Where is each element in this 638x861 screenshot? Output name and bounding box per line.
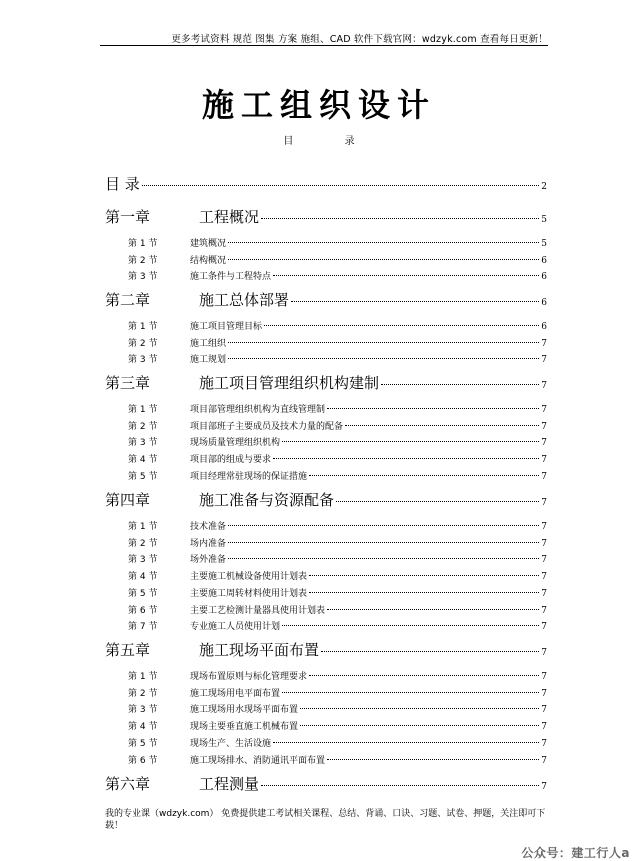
section-number: 第 1 节: [128, 239, 158, 249]
toc-section-entry[interactable]: [128, 569, 547, 582]
chapter-number: 第六章: [105, 775, 151, 793]
section-title: 施工现场用电平面布置: [190, 688, 281, 699]
dot-leader: [300, 725, 539, 726]
section-title: 场外准备: [190, 555, 227, 566]
page-number: 7: [541, 722, 547, 733]
watermark: 公众号：建工行人a: [521, 846, 630, 860]
dot-leader: [345, 425, 539, 426]
toc-section-entry[interactable]: [128, 753, 547, 766]
section-number: 第 3 节: [128, 355, 158, 366]
section-number: 第 6 节: [128, 605, 158, 616]
section-number: 第 3 节: [128, 555, 158, 566]
page-number: 6: [541, 298, 547, 308]
toc-chapter-entry[interactable]: [105, 206, 547, 227]
dot-leader: [327, 759, 539, 760]
toc-section-entry[interactable]: [128, 402, 547, 415]
dot-leader: [142, 185, 539, 186]
toc-chapter-entry[interactable]: [105, 489, 547, 510]
dot-leader: [321, 651, 539, 652]
toc-section-entry[interactable]: [128, 702, 547, 715]
dot-leader: [261, 218, 539, 219]
dot-leader: [228, 242, 539, 243]
toc-entry-label: 目 录: [105, 175, 140, 193]
page-number: 7: [541, 338, 547, 349]
chapter-title: 施工总体部署: [199, 291, 290, 309]
section-title: 专业施工人员使用计划: [190, 622, 281, 633]
toc-section-entry[interactable]: [128, 536, 547, 549]
dot-leader: [273, 742, 539, 743]
section-number: 第 2 节: [128, 421, 158, 432]
dot-leader: [336, 501, 539, 502]
section-title: 项目部班子主要成员及技术力量的配备: [190, 421, 344, 432]
section-number: 第 5 节: [128, 588, 158, 599]
dot-leader: [291, 301, 539, 302]
section-title: 施工现场用水现场平面布置: [190, 705, 299, 716]
chapter-title: 施工现场平面布置: [199, 641, 320, 659]
toc-entry-contents[interactable]: [105, 173, 547, 194]
toc-section-entry[interactable]: [128, 519, 547, 532]
page-number: 7: [541, 498, 547, 508]
toc-heading: 目 录: [283, 136, 379, 147]
dot-leader: [228, 342, 539, 343]
dot-leader: [228, 542, 539, 543]
section-number: 第 6 节: [128, 755, 158, 766]
toc-section-entry[interactable]: [128, 253, 547, 266]
page-number: 7: [541, 355, 547, 366]
dot-leader: [327, 408, 539, 409]
toc-chapter-entry[interactable]: [105, 773, 547, 794]
dot-leader: [282, 625, 539, 626]
toc-section-entry[interactable]: [128, 603, 547, 616]
chapter-title: 施工准备与资源配备: [199, 491, 335, 509]
dot-leader: [228, 259, 539, 260]
section-title: 技术准备: [190, 522, 227, 532]
chapter-number: 第三章: [105, 374, 151, 392]
dot-leader: [282, 692, 539, 693]
dot-leader: [327, 609, 539, 610]
page-number: 7: [541, 755, 547, 766]
page-number: 7: [541, 738, 547, 749]
toc-section-entry[interactable]: [128, 435, 547, 448]
page-number: 6: [541, 272, 547, 283]
page-number: 7: [541, 622, 547, 633]
section-title: 施工条件与工程特点: [190, 272, 272, 283]
page-number: 7: [541, 405, 547, 415]
page-number: 7: [541, 381, 547, 391]
page-number: 7: [541, 455, 547, 466]
page-number: 7: [541, 522, 547, 532]
page-number: 5: [541, 215, 547, 225]
dot-leader: [309, 475, 539, 476]
section-number: 第 3 节: [128, 272, 158, 283]
chapter-number: 第五章: [105, 641, 151, 659]
dot-leader: [309, 575, 539, 576]
section-title: 项目部管理组织机构为直线管理制: [190, 405, 326, 415]
section-number: 第 5 节: [128, 738, 158, 749]
toc-section-entry[interactable]: [128, 736, 547, 749]
section-number: 第 2 节: [128, 338, 158, 349]
toc-section-entry[interactable]: [128, 269, 547, 282]
dot-leader: [300, 708, 539, 709]
section-number: 第 1 节: [128, 405, 158, 415]
dot-leader: [282, 441, 539, 442]
page-number: 7: [541, 538, 547, 549]
page-number: 7: [541, 572, 547, 583]
toc-section-entry[interactable]: [128, 619, 547, 632]
section-title: 施工现场排水、消防通讯平面布置: [190, 755, 326, 766]
dot-leader: [273, 458, 539, 459]
page-number: 7: [541, 688, 547, 699]
section-title: 主要工艺检测计量器具使用计划表: [190, 605, 326, 616]
toc-chapter-entry[interactable]: [105, 639, 547, 660]
section-title: 主要施工机械设备使用计划表: [190, 572, 308, 583]
toc-chapter-entry[interactable]: [105, 289, 547, 310]
section-number: 第 1 节: [128, 522, 158, 532]
dot-leader: [228, 358, 539, 359]
section-number: 第 4 节: [128, 455, 158, 466]
section-number: 第 2 节: [128, 688, 158, 699]
page-number: 5: [541, 239, 547, 249]
toc-section-entry[interactable]: [128, 686, 547, 699]
section-title: 现场质量管理组织机构: [190, 438, 281, 449]
toc-section-entry[interactable]: [128, 419, 547, 432]
dot-leader: [381, 384, 539, 385]
section-title: 建筑概况: [190, 239, 227, 249]
page-number: 6: [541, 255, 547, 266]
page-number: 7: [541, 588, 547, 599]
section-title: 现场布置原则与标化管理要求: [190, 672, 308, 682]
section-title: 施工规划: [190, 355, 227, 366]
document-title: 施工组织设计: [201, 86, 436, 124]
dot-leader: [309, 592, 539, 593]
section-title: 现场主要垂直施工机械布置: [190, 722, 299, 733]
page-number: 7: [541, 605, 547, 616]
section-number: 第 3 节: [128, 705, 158, 716]
chapter-number: 第二章: [105, 291, 151, 309]
toc-section-entry[interactable]: [128, 352, 547, 365]
chapter-title: 工程概况: [199, 208, 260, 226]
section-title: 施工项目管理目标: [190, 322, 263, 332]
chapter-title: 工程测量: [199, 775, 260, 793]
page-number: 7: [541, 555, 547, 566]
section-number: 第 1 节: [128, 322, 158, 332]
header-text: 更多考试资料 规范 图集 方案 施组、CAD 软件下载官网：wdzyk.com 查看每日更新！: [171, 34, 548, 45]
toc-chapter-entry[interactable]: [105, 372, 547, 393]
dot-leader: [261, 785, 539, 786]
section-title: 项目部的组成与要求: [190, 455, 272, 466]
header-rule: [100, 45, 548, 46]
section-title: 主要施工周转材料使用计划表: [190, 588, 308, 599]
dot-leader: [228, 525, 539, 526]
section-number: 第 4 节: [128, 722, 158, 733]
chapter-number: 第四章: [105, 491, 151, 509]
page-number: 2: [541, 182, 547, 192]
toc-section-entry[interactable]: [128, 319, 547, 332]
section-number: 第 4 节: [128, 572, 158, 583]
toc-section-entry[interactable]: [128, 552, 547, 565]
section-number: 第 1 节: [128, 672, 158, 682]
toc-section-entry[interactable]: [128, 719, 547, 732]
toc-section-entry[interactable]: [128, 236, 547, 249]
section-number: 第 5 节: [128, 471, 158, 482]
section-title: 结构概况: [190, 255, 227, 266]
section-title: 场内准备: [190, 538, 227, 549]
dot-leader: [264, 325, 539, 326]
toc-section-entry[interactable]: [128, 469, 547, 482]
chapter-title: 施工项目管理组织机构建制: [199, 374, 380, 392]
page-number: 7: [541, 421, 547, 432]
toc-section-entry[interactable]: [128, 586, 547, 599]
section-title: 项目经理常驻现场的保证措施: [190, 471, 308, 482]
section-number: 第 3 节: [128, 438, 158, 449]
chapter-number: 第一章: [105, 208, 151, 226]
section-number: 第 2 节: [128, 255, 158, 266]
section-title: 施工组织: [190, 338, 227, 349]
page-number: 7: [541, 471, 547, 482]
section-title: 现场生产、生活设施: [190, 738, 272, 749]
page-number: 7: [541, 648, 547, 658]
toc-section-entry[interactable]: [128, 669, 547, 682]
page-number: 7: [541, 782, 547, 792]
dot-leader: [273, 275, 539, 276]
section-number: 第 7 节: [128, 622, 158, 633]
page-number: 7: [541, 438, 547, 449]
toc-section-entry[interactable]: [128, 452, 547, 465]
page-number: 7: [541, 705, 547, 716]
footer-text: 我的专业课（wdzyk.com） 免费提供建工考试相关课程、总结、背诵、口诀、习题、试卷、押题，关注即可下载！: [105, 809, 546, 831]
toc-section-entry[interactable]: [128, 336, 547, 349]
dot-leader: [309, 675, 539, 676]
dot-leader: [228, 558, 539, 559]
page-number: 7: [541, 672, 547, 682]
page-number: 6: [541, 322, 547, 332]
section-number: 第 2 节: [128, 538, 158, 549]
